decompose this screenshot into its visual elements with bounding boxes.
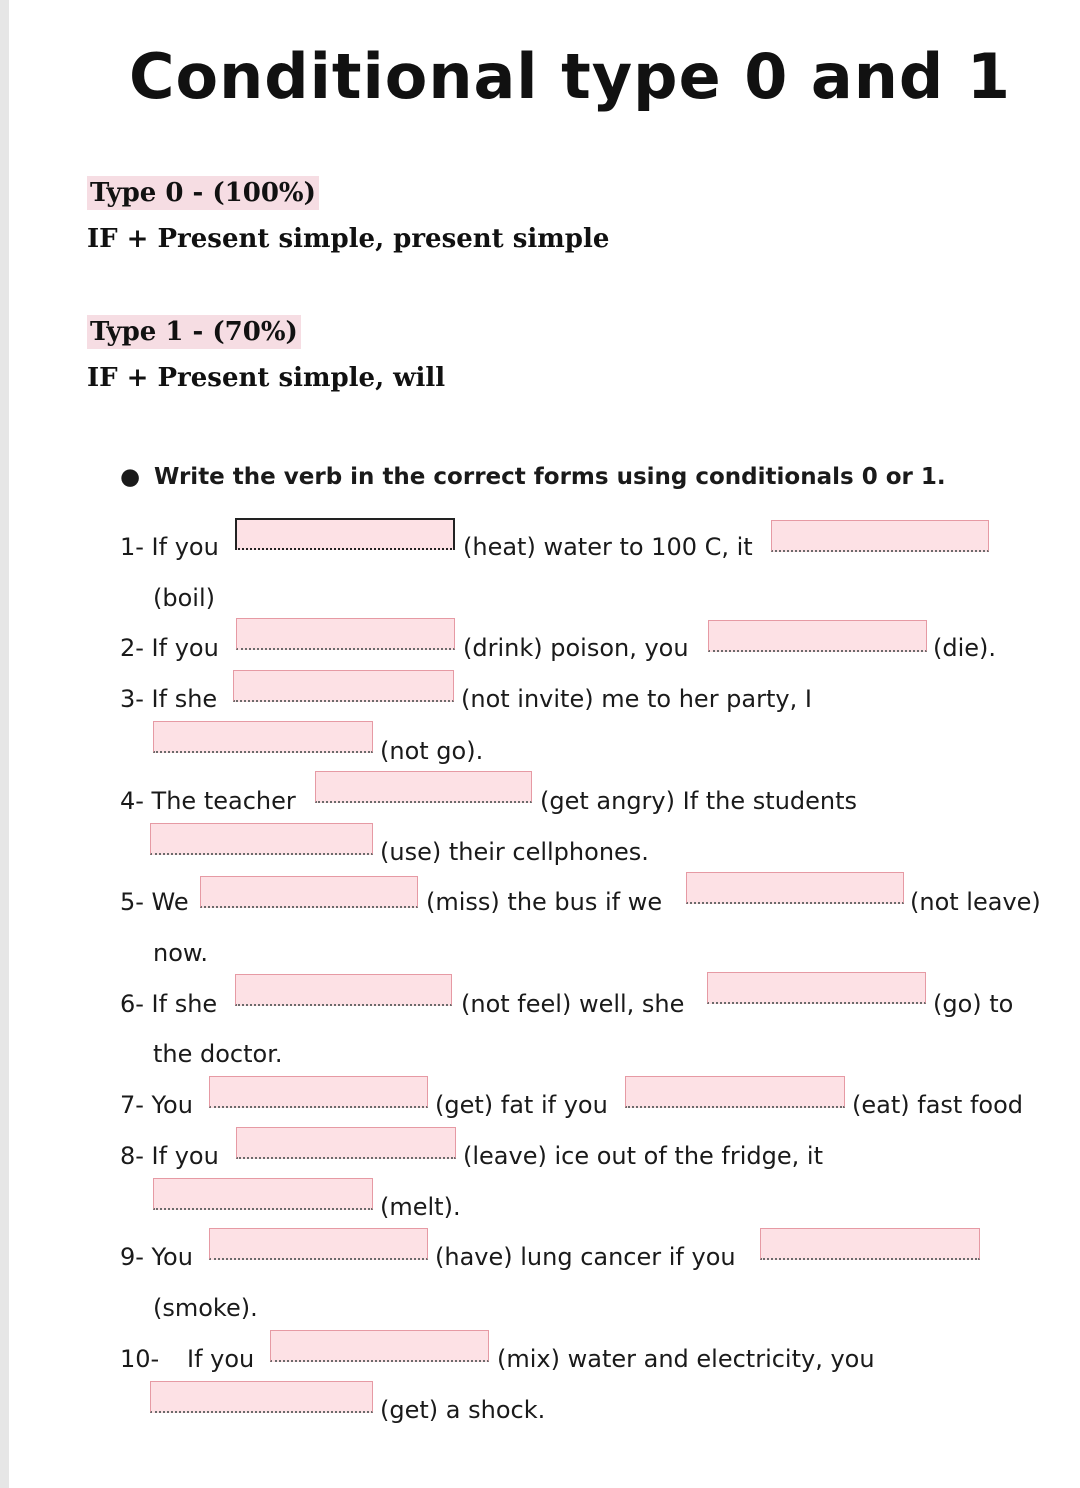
page-title: Conditional type 0 and 1 bbox=[128, 40, 1012, 113]
ex7-text-c: (eat) fast food bbox=[852, 1091, 1023, 1119]
ex4-text-c: (use) their cellphones. bbox=[380, 838, 649, 866]
ex5-text-b: (miss) the bus if we bbox=[426, 888, 663, 916]
ex2-blank-2[interactable] bbox=[708, 620, 927, 652]
ex6-text-a: 6- If she bbox=[120, 990, 218, 1018]
ex5-text-c: (not leave) bbox=[910, 888, 1041, 916]
type0-rule: IF + Present simple, present simple bbox=[87, 224, 610, 254]
ex3-text-a: 3- If she bbox=[120, 685, 218, 713]
ex4-text-b: (get angry) If the students bbox=[540, 787, 858, 815]
ex5-text-d: now. bbox=[153, 939, 208, 967]
ex6-text-b: (not feel) well, she bbox=[461, 990, 685, 1018]
ex4-blank-1[interactable] bbox=[315, 771, 532, 803]
ex1-blank-1[interactable] bbox=[235, 518, 455, 550]
ex10-text-c: (get) a shock. bbox=[380, 1396, 546, 1424]
ex6-text-d: the doctor. bbox=[153, 1040, 283, 1068]
ex3-text-c: (not go). bbox=[380, 737, 484, 765]
ex9-blank-2[interactable] bbox=[760, 1228, 980, 1260]
ex10-blank-2[interactable] bbox=[150, 1381, 373, 1413]
ex7-text-b: (get) fat if you bbox=[435, 1091, 608, 1119]
ex7-blank-1[interactable] bbox=[209, 1076, 428, 1108]
instruction-text: Write the verb in the correct forms using conditionals 0 or 1. bbox=[154, 464, 946, 490]
ex8-blank-2[interactable] bbox=[153, 1178, 373, 1210]
instruction bbox=[120, 460, 946, 494]
ex10-text-b: (mix) water and electricity, you bbox=[497, 1345, 875, 1373]
ex6-blank-2[interactable] bbox=[707, 972, 926, 1004]
ex8-text-a: 8- If you bbox=[120, 1142, 219, 1170]
ex8-text-b: (leave) ice out of the fridge, it bbox=[463, 1142, 823, 1170]
ex3-text-b: (not invite) me to her party, I bbox=[461, 685, 812, 713]
ex8-text-c: (melt). bbox=[380, 1193, 461, 1221]
type1-rule: IF + Present simple, will bbox=[87, 363, 446, 393]
ex10-blank-1[interactable] bbox=[270, 1330, 489, 1362]
ex5-text-a: 5- We bbox=[120, 888, 189, 916]
ex2-text-b: (drink) poison, you bbox=[463, 634, 689, 662]
page-edge bbox=[0, 0, 9, 1488]
ex7-blank-2[interactable] bbox=[625, 1076, 845, 1108]
type0-heading: Type 0 - (100%) bbox=[87, 176, 319, 210]
ex4-blank-2[interactable] bbox=[150, 823, 373, 855]
ex6-blank-1[interactable] bbox=[235, 974, 452, 1006]
ex7-text-a: 7- You bbox=[120, 1091, 193, 1119]
ex5-blank-1[interactable] bbox=[200, 876, 418, 908]
ex9-text-a: 9- You bbox=[120, 1243, 193, 1271]
ex4-text-a: 4- The teacher bbox=[120, 787, 296, 815]
bullet-icon: ● bbox=[120, 464, 141, 490]
ex2-text-c: (die). bbox=[933, 634, 997, 662]
ex6-text-c: (go) to bbox=[933, 990, 1014, 1018]
ex3-blank-2[interactable] bbox=[153, 721, 373, 753]
ex9-text-b: (have) lung cancer if you bbox=[435, 1243, 736, 1271]
ex1-text-b: (heat) water to 100 C, it bbox=[463, 533, 753, 561]
ex2-blank-1[interactable] bbox=[236, 618, 455, 650]
type1-heading: Type 1 - (70%) bbox=[87, 315, 301, 349]
ex1-blank-2[interactable] bbox=[771, 520, 989, 552]
ex2-text-a: 2- If you bbox=[120, 634, 219, 662]
ex5-blank-2[interactable] bbox=[686, 872, 904, 904]
ex8-blank-1[interactable] bbox=[236, 1127, 456, 1159]
ex10-number: 10- bbox=[120, 1345, 160, 1373]
ex1-text-c: (boil) bbox=[153, 584, 215, 612]
ex9-blank-1[interactable] bbox=[209, 1228, 428, 1260]
ex10-text-a: If you bbox=[187, 1345, 255, 1373]
ex1-text-a: 1- If you bbox=[120, 533, 219, 561]
ex9-text-c: (smoke). bbox=[153, 1294, 258, 1322]
ex3-blank-1[interactable] bbox=[233, 670, 454, 702]
